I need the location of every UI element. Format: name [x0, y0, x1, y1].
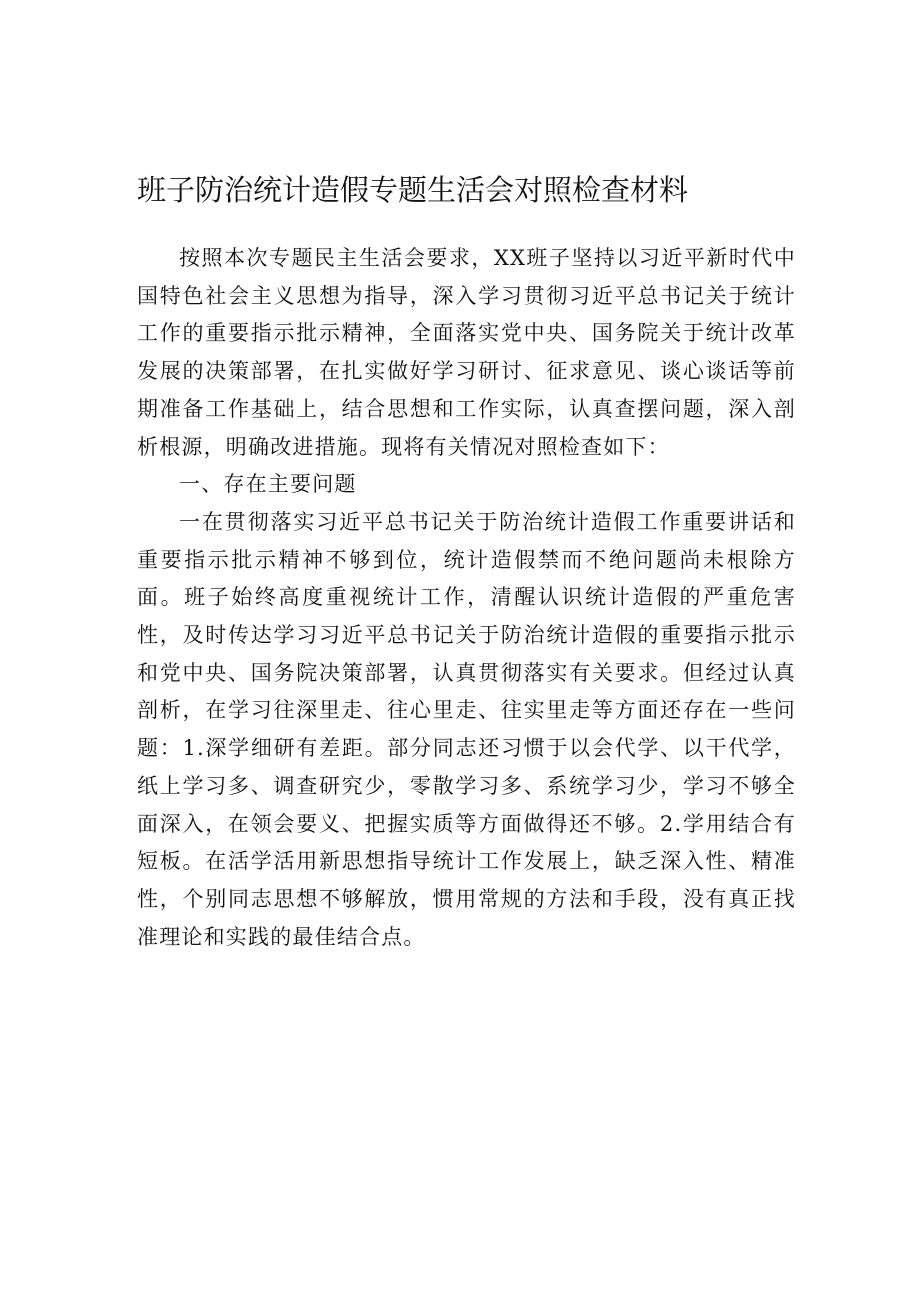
- document-title: 班子防治统计造假专题生活会对照检查材料: [137, 173, 689, 207]
- section-1-paragraph: 一在贯彻落实习近平总书记关于防治统计造假工作重要讲话和重要指示批示精神不够到位，统计造假禁而不绝问题尚未根除方面。班子始终高度重视统计工作，清醒认识统计造假的严重危害性，及时传达学习习近平总书记关于防治统计造假的重要指示批示和党中央、国务院决策部署，认真贯彻落实有关要求。但经过认真剖析，在学习往深里走、往心里走、往实里走等方面还存在一些问题：1.深学细研有差距。部分同志还习惯于以会代学、以干代学，纸上学习多、调查研究少，零散学习多、系统学习少，学习不够全面深入，在领会要义、把握实质等方面做得还不够。2.学用结合有短板。在活学活用新思想指导统计工作发展上，缺乏深入性、精准性，个别同志思想不够解放，惯用常规的方法和手段，没有真正找准理论和实践的最佳结合点。: [137, 509, 796, 949]
- section-heading-1: 一、存在主要问题: [179, 472, 357, 497]
- intro-paragraph: 按照本次专题民主生活会要求，XX班子坚持以习近平新时代中国特色社会主义思想为指导，深入学习贯彻习近平总书记关于统计工作的重要指示批示精神，全面落实党中央、国务院关于统计改革发展的决策部署，在扎实做好学习研讨、征求意见、谈心谈话等前期准备工作基础上，结合思想和工作实际，认真查摆问题，深入剖析根源，明确改进措施。现将有关情况对照检查如下：: [137, 246, 796, 459]
